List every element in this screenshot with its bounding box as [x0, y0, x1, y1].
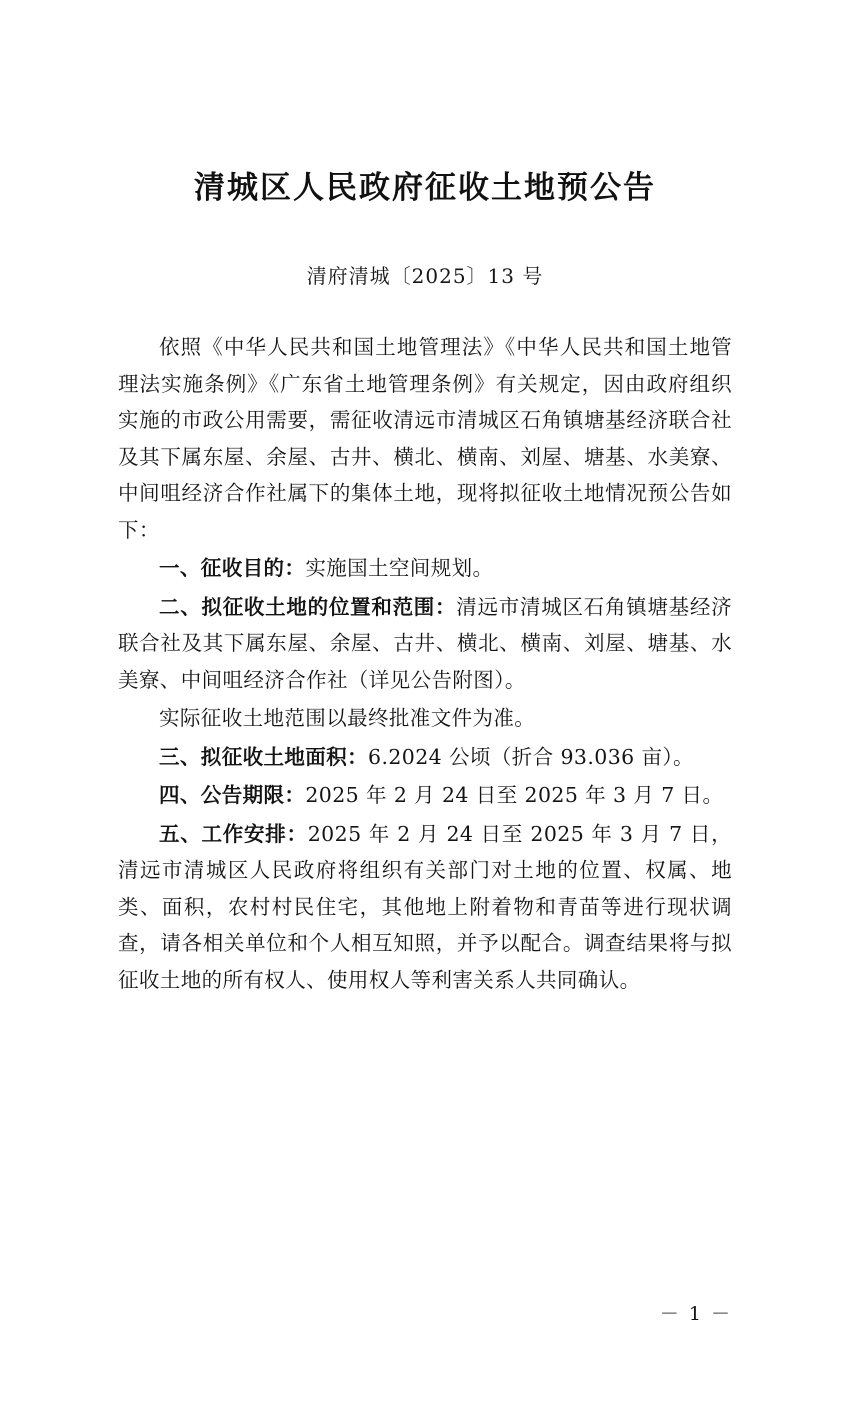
page-number: － 1 －: [659, 1303, 732, 1325]
document-page: [0, 168, 850, 1408]
document-number: 清府清城〔2025〕13 号: [306, 264, 544, 289]
item-1-text: 实施国土空间规划。: [305, 556, 494, 581]
paragraph-item-3: [118, 739, 732, 775]
paragraph-item-4: [118, 777, 732, 813]
item-5-label: 五、工作安排：: [159, 821, 308, 846]
item-3-label: 三、拟征收土地面积：: [159, 744, 368, 769]
item-4-label: 四、公告期限：: [159, 783, 306, 808]
paragraph-item-1: [118, 550, 732, 586]
paragraph-item-2-note: 实际征收土地范围以最终批准文件为准。: [159, 706, 536, 731]
item-1-label: 一、征收目的：: [159, 556, 306, 581]
item-5-text: 2025 年 2 月 24 日至 2025 年 3 月 7 日，清远市清城区人民政府将组织有关部门对土地的位置、权属、地类、面积，农村村民住宅，其他地上附着物和青苗等进行现状调查，请各相关单位和个人相互知照，并予以配合。调查结果将与拟征收土地的所有权人、使用权人等利害关系人共同确认。: [118, 821, 732, 992]
paragraph-item-2: [118, 589, 732, 698]
paragraph-item-5: [118, 816, 732, 998]
paragraph-intro: 依照《中华人民共和国土地管理法》《中华人民共和国土地管理法实施条例》《广东省土地管理条例》有关规定，因由政府组织实施的市政公用需要，需征收清远市清城区石角镇塘基经济联合社及其下属东屋、余屋、古井、横北、横南、刘屋、塘基、水美寮、中间咀经济合作社属下的集体土地，现将拟征收土地情况预公告如下：: [118, 335, 732, 542]
item-4-text: 2025 年 2 月 24 日至 2025 年 3 月 7 日。: [305, 783, 724, 808]
item-2-label: 二、拟征收土地的位置和范围：: [159, 594, 457, 619]
item-3-text: 6.2024 公顷（折合 93.036 亩）。: [368, 744, 694, 769]
page-title: 清城区人民政府征收土地预公告: [194, 170, 656, 206]
item-2-text: 清远市清城区石角镇塘基经济联合社及其下属东屋、余屋、古井、横北、横南、刘屋、塘基、水美寮、中间咀经济合作社（详见公告附图）。: [118, 594, 732, 692]
document-body: [118, 329, 732, 998]
